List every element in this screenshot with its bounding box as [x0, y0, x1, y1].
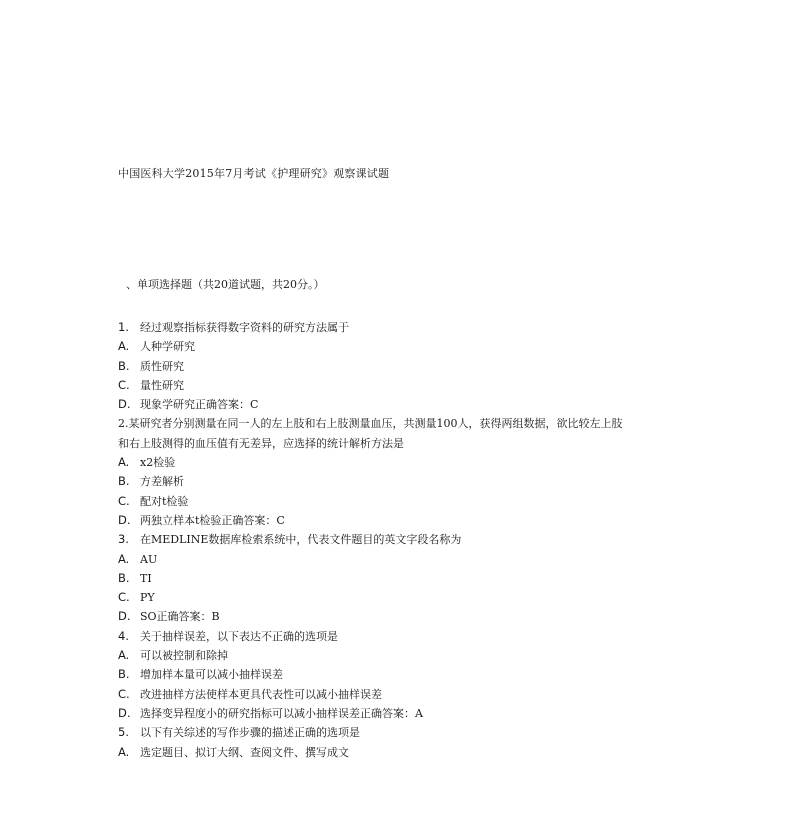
question-text: 经过观察指标获得数字资料的研究方法属于	[140, 321, 349, 334]
option-d	[118, 395, 638, 414]
option-text: 改进抽样方法使样本更具代表性可以减小抽样误差	[140, 687, 382, 701]
option-text: 方差解析	[140, 475, 184, 489]
option-a	[118, 646, 638, 665]
option-letter: D.	[118, 705, 131, 720]
option-b	[118, 665, 638, 684]
question-4	[118, 627, 638, 723]
question-stem	[118, 627, 638, 646]
option-text: 量性研究	[140, 378, 184, 392]
option-c	[118, 492, 638, 511]
option-letter: A.	[118, 455, 130, 470]
option-text: SO正确答案：B	[140, 610, 220, 624]
question-text: 在MEDLINE数据库检索系统中，代表文件题目的英文字段名称为	[140, 533, 462, 547]
option-text: AU	[140, 552, 158, 566]
option-letter: C.	[118, 377, 130, 392]
option-letter: C.	[118, 590, 130, 605]
option-letter: C.	[118, 686, 130, 701]
option-b	[118, 357, 638, 376]
option-text: x2检验	[140, 456, 176, 470]
option-a	[118, 550, 638, 569]
option-text: 质性研究	[140, 359, 184, 373]
option-letter: D.	[118, 512, 131, 527]
option-letter: B.	[118, 667, 130, 682]
question-number: 4.	[118, 628, 129, 643]
option-d	[118, 607, 638, 626]
question-3	[118, 530, 638, 626]
option-c	[118, 588, 638, 607]
option-letter: B.	[118, 358, 130, 373]
option-text: 可以被控制和除掉	[140, 649, 228, 663]
option-a	[118, 453, 638, 472]
question-number: 5.	[118, 725, 129, 740]
option-c	[118, 376, 638, 395]
option-a	[118, 743, 638, 762]
option-text: 两独立样本t检验正确答案：C	[140, 513, 285, 527]
option-text: 配对t检验	[140, 494, 189, 508]
option-letter: B.	[118, 570, 130, 585]
option-text: 选择变异程度小的研究指标可以减小抽样误差正确答案：A	[140, 706, 423, 720]
question-5	[118, 723, 638, 762]
question-text: 某研究者分别测量在同一人的左上肢和右上肢测量血压，共测量100人，获得两组数据，欲比较左上肢	[128, 417, 623, 431]
option-text: 现象学研究正确答案：C	[140, 398, 259, 412]
document-title: 中国医科大学2015年7月考试《护理研究》观察课试题	[118, 167, 390, 180]
option-a	[118, 337, 638, 356]
question-stem	[118, 723, 638, 742]
option-text: 人种学研究	[140, 340, 195, 354]
section-heading: 、单项选择题（共20道试题，共20分。）	[126, 278, 325, 291]
option-b	[118, 472, 638, 491]
question-1	[118, 318, 638, 414]
option-letter: D.	[118, 397, 131, 412]
question-list	[118, 318, 638, 762]
option-text: 选定题目、拟订大纲、查阅文件、撰写成文	[140, 745, 349, 759]
option-text: TI	[140, 571, 152, 585]
option-letter: A.	[118, 648, 130, 663]
question-stem	[118, 530, 638, 549]
question-text: 关于抽样误差，以下表达不正确的选项是	[140, 629, 338, 643]
question-2	[118, 414, 638, 530]
option-d	[118, 511, 638, 530]
question-number: 2.	[118, 417, 129, 431]
question-text: 以下有关综述的写作步骤的描述正确的选项是	[140, 726, 360, 740]
option-b	[118, 569, 638, 588]
option-d	[118, 704, 638, 723]
question-stem	[118, 414, 638, 433]
option-letter: C.	[118, 493, 130, 508]
option-c	[118, 685, 638, 704]
option-letter: B.	[118, 474, 130, 489]
question-stem	[118, 318, 638, 337]
option-letter: A.	[118, 551, 130, 566]
option-letter: D.	[118, 609, 131, 624]
option-text: PY	[140, 591, 155, 605]
question-number: 1.	[118, 320, 129, 334]
option-letter: A.	[118, 339, 130, 354]
option-text: 增加样本量可以减小抽样误差	[140, 668, 283, 682]
option-letter: A.	[118, 744, 130, 759]
question-number: 3.	[118, 532, 129, 547]
question-text-continued: 和右上肢测得的血压值有无差异，应选择的统计解析方法是	[118, 436, 404, 450]
